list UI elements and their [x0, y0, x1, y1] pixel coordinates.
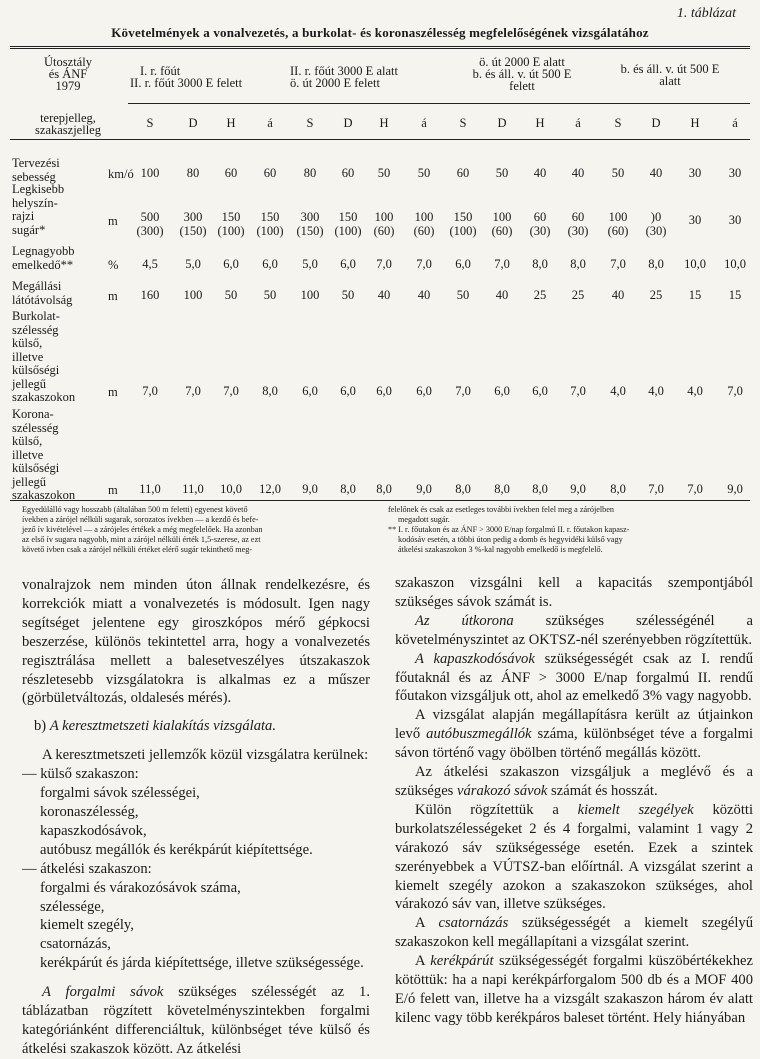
row-label	[12, 280, 96, 307]
table-cell: 300 (150)	[179, 210, 207, 238]
subcolumn-header: D	[497, 116, 507, 130]
list-item: forgalmi sávok szélességei,	[40, 785, 200, 802]
table-cell: 50	[495, 166, 509, 180]
table-cell: 6,0	[494, 384, 510, 398]
section-heading: b) A keresztmetszeti kialakítás vizsgálata.	[34, 718, 277, 735]
table-cell: 100	[300, 288, 320, 302]
table-top-rule-2	[10, 48, 750, 49]
paragraph: Külön rögzítettük a kiemelt szegélyek közötti burkolatszélességeket 2 és 4 forgalmi, valamint 1 vagy 2 várakozó sáv szükségessége esetén. Ezek a szintek szerényebbek a VÚTSZ-ban előírtnál. A vizsgálat szerint a kiemelt szegély azokon a szakaszokon szükséges, ahol várakozó sáv van, illetve szükséges.	[395, 801, 753, 913]
table-cell: 8,0	[340, 482, 356, 496]
group-header-2: II. r. főút 3000 E alatt ö. út 2000 E felett	[290, 64, 398, 90]
table-title: Követelmények a vonalvezetés, a burkolat- és koronaszélesség megfelelőségének vizsgálatához	[111, 25, 649, 40]
table-cell: 8,0	[455, 482, 471, 496]
header-bottom-rule	[10, 139, 750, 140]
table-cell: 50	[341, 288, 355, 302]
table-cell: 7,0	[610, 257, 626, 271]
row-label-line: sugár*	[12, 222, 46, 237]
table-cell: 12,0	[259, 482, 281, 496]
subcolumn-header: D	[188, 116, 198, 130]
table-cell: 7,0	[185, 384, 201, 398]
table-cell: 7,0	[376, 257, 392, 271]
row-label-line: Burkolat-	[12, 309, 60, 323]
row-unit: m	[108, 483, 118, 497]
table-cell: 11,0	[182, 482, 204, 496]
row-label-line: Korona-	[12, 407, 54, 421]
table-cell: 8,0	[570, 257, 586, 271]
table-cell: 6,0	[416, 384, 432, 398]
table-cell: 30	[728, 213, 742, 227]
subcolumn-header: á	[421, 116, 427, 130]
table-cell: 40	[571, 166, 585, 180]
row-label-line: szélesség	[12, 322, 59, 337]
table-cell: 6,0	[532, 384, 548, 398]
table-cell: 9,0	[570, 482, 586, 496]
row-label	[12, 157, 96, 184]
table-cell: 30	[728, 166, 742, 180]
body-left-column	[22, 576, 370, 1059]
table-cell: 300 (150)	[296, 210, 324, 238]
table-cell: 6,0	[262, 257, 278, 271]
table-cell: 160	[140, 288, 160, 302]
table-cell: 7,0	[687, 482, 703, 496]
row-label	[12, 310, 96, 405]
row-label-line: külsőségi	[12, 363, 60, 377]
group-header-4: b. és áll. v. út 500 E alatt	[620, 62, 720, 88]
table-cell: 9,0	[302, 482, 318, 496]
list-item: csatornázás,	[40, 936, 111, 953]
paragraph: A forgalmi sávok szükséges szélességét az 1. táblázatban rögzített követelményszintekben forgalmi kategóriánként differenciáltuk, különbséget téve külső és átkelési szakaszok között. Az átkelési	[22, 984, 370, 1057]
table-cell: 60	[263, 166, 277, 180]
category-header: Útosztály és ÁNF 1979	[44, 55, 92, 93]
row-label-line: jellegű	[12, 376, 47, 391]
row-label-line: jellegű	[12, 474, 47, 489]
table-cell: 100 (60)	[491, 210, 513, 238]
subcolumn-header: S	[146, 116, 154, 130]
table-cell: 5,0	[302, 257, 318, 271]
subcolumn-header: S	[614, 116, 622, 130]
group-header-1: I. r. főút II. r. főút 3000 E felett	[130, 64, 243, 90]
row-unit: m	[108, 214, 118, 228]
paragraph: A csatornázás szükségességét a kiemelt szegélyű szakaszokon kell megállapítani a vizsgálat szerint.	[395, 915, 753, 951]
table-cell: 6,0	[302, 384, 318, 398]
row-unit: m	[108, 385, 118, 399]
table-cell: 50	[417, 166, 431, 180]
table-cell: 50	[263, 288, 277, 302]
table-cell: 150 (100)	[449, 210, 477, 238]
row-label-line: illetve	[12, 349, 44, 364]
paragraph: A kapaszkodósávok szükségességét csak az I. rendű főutaknál és az ÁNF > 3000 E/nap forgalmú II. rendű főutakon vizsgáljuk ott, ahol az emelkedő 3% vagy nagyobb.	[395, 650, 754, 705]
table-cell: 150 (100)	[334, 210, 362, 238]
subcolumn-header: á	[732, 116, 738, 130]
table-cell: 15	[688, 288, 702, 302]
table-cell: 9,0	[727, 482, 743, 496]
table-cell: 6,0	[340, 257, 356, 271]
subcolumn-header: á	[267, 116, 273, 130]
row-label-line: látótávolság	[12, 292, 73, 307]
group-header-3: ö. út 2000 E alatt b. és áll. v. út 500 E felett	[472, 55, 572, 93]
subcolumn-header: D	[651, 116, 661, 130]
table-cell: 50	[611, 166, 625, 180]
row-label-line: illetve	[12, 447, 44, 462]
table-cell: 25	[571, 288, 585, 302]
subcolumn-header: D	[343, 116, 353, 130]
paragraph: szakaszon vizsgálni kell a kapacitás szempontjából szükséges sávok számát is.	[395, 575, 753, 610]
table-cell: 40	[611, 288, 625, 302]
table-cell: 5,0	[185, 257, 201, 271]
table-cell: 8,0	[262, 384, 278, 398]
row-unit: m	[108, 289, 118, 303]
list-item: kapaszkodósávok,	[40, 822, 147, 839]
table-cell: 6,0	[376, 384, 392, 398]
table-cell: 8,0	[532, 257, 548, 271]
row-label-line: külső,	[12, 336, 43, 350]
paragraph: A vizsgálat alapján megállapításra került az útjainkon levő autóbuszmegállók száma, különbséget téve a forgalmi sávon történő vagy öbölben történő megállás között.	[395, 707, 753, 762]
table-cell: 80	[186, 166, 200, 180]
table-cell: 8,0	[610, 482, 626, 496]
table-cell: 9,0	[416, 482, 432, 496]
table-cell: 500 (300)	[136, 210, 164, 238]
row-label-line: Tervezési	[12, 156, 60, 170]
table-cell: 40	[649, 166, 663, 180]
row-unit: %	[108, 258, 119, 272]
table-cell: 7,0	[570, 384, 586, 398]
table-cell: 60	[456, 166, 470, 180]
table-cell: 50	[456, 288, 470, 302]
row-unit: km/ó	[108, 167, 134, 181]
table-cell: 150 (100)	[256, 210, 284, 238]
terrain-header: terepjelleg, szakaszjelleg	[35, 111, 101, 137]
table-cell: 11,0	[139, 482, 161, 496]
paragraph: A kerékpárút szükségességét forgalmi küszöbértékekhez kötöttük: ha a napi kerékpárforgalom 500 db és a MOF 400 E/ó felett van, illetve ha a vizsgált szakaszon három év alatt kilenc vagy több kerékpáros baleset történt. Hely hiányában	[395, 953, 753, 1026]
footnote-left: Egyedülálló vagy hosszabb (általában 500 m feletti) egyenest követő ívekben a zárójel nélküli sugarak, sorozatos ívekben — a kezdő és befe- jező ív kivételével — a zárójeles értékek a még megfelelőek. Ha azonban az első ív sugara nagyobb, mint a zárójel nélküli érték 1,5-szerese, az ezt követő ívben csak a zárójel nélküli értéket elérő sugár tekinthető meg-	[22, 505, 263, 554]
list-item: autóbusz megállók és kerékpárút kiépítettsége.	[40, 841, 313, 858]
table-cell: 30	[688, 166, 702, 180]
row-label	[12, 183, 96, 237]
table-cell: 7,0	[142, 384, 158, 398]
row-label-line: Legnagyobb	[12, 244, 75, 258]
table-cell: 80	[303, 166, 317, 180]
table-cell: 40	[533, 166, 547, 180]
table-cell: 50	[224, 288, 238, 302]
table-cell: 6,0	[223, 257, 239, 271]
subcolumn-header: S	[306, 116, 314, 130]
row-label-line: emelkedő**	[12, 257, 74, 272]
table-cell: 50	[377, 166, 391, 180]
row-label-line: szélesség	[12, 420, 59, 435]
table-cell: 10,0	[220, 482, 242, 496]
table-cell: 10,0	[684, 257, 706, 271]
table-cell: 7,0	[727, 384, 743, 398]
table-cell: 60	[341, 166, 355, 180]
table-cell: 25	[649, 288, 663, 302]
list-item: szélessége,	[40, 898, 105, 915]
table-cell: 10,0	[724, 257, 746, 271]
row-label-line: sebesség	[12, 169, 56, 184]
subcolumn-header: S	[459, 116, 467, 130]
header-sub-rule	[128, 103, 750, 104]
table-cell: 25	[533, 288, 547, 302]
table-cell: )0 (30)	[645, 210, 667, 238]
table-cell: 8,0	[376, 482, 392, 496]
row-label-line: Legkisebb	[12, 182, 65, 196]
paragraph: Az útkorona szükséges szélességénél a követelményszintet az OKTSZ-nél szerényebben rögzítettük.	[395, 612, 753, 648]
table-cell: 150 (100)	[217, 210, 245, 238]
list-item: kerékpárút és járda kiépítettsége, illetve szükségessége.	[40, 955, 364, 972]
table-cell: 8,0	[648, 257, 664, 271]
table-cell: 60	[224, 166, 238, 180]
subcolumn-header: H	[690, 116, 700, 130]
row-label-line: külső,	[12, 434, 43, 448]
table-cell: 8,0	[532, 482, 548, 496]
row-label-line: külsőségi	[12, 461, 60, 475]
table-cell: 100 (60)	[607, 210, 629, 238]
table-cell: 7,0	[223, 384, 239, 398]
table-cell: 100 (60)	[413, 210, 435, 238]
paragraph: Az átkelési szakaszon vizsgáljuk a meglévő és a szükséges várakozó sávok számát és hosszát.	[395, 764, 753, 799]
footnote-right: felelőnek és csak az esetleges további ívekben felel meg a zárójelben megadott sugár. ** I. r. főutakon és az ÁNF > 3000 E/nap forgalmú II. r. főutakon kapasz- kodósáv esetén, a többi úton pedig a domb és hegyvidéki külső vagy átkelési szakaszokon 3 %-kal nagyobb emelkedő is megfelelő.	[388, 505, 630, 554]
table-bottom-rule	[10, 500, 750, 501]
table-cell: 60 (30)	[567, 210, 589, 238]
row-label-line: szakaszokon	[12, 390, 76, 404]
list-item: forgalmi és várakozósávok száma,	[40, 879, 241, 896]
table-cell: 7,0	[494, 257, 510, 271]
table-cell: 30	[688, 213, 702, 227]
table-cell: 7,0	[455, 384, 471, 398]
row-label-line: helyszín-	[12, 195, 58, 210]
subcolumn-header: H	[379, 116, 389, 130]
table-cell: 4,5	[142, 257, 158, 271]
row-label	[12, 245, 96, 272]
table-cell: 15	[728, 288, 742, 302]
subcolumn-header: H	[226, 116, 236, 130]
table-cell: 6,0	[455, 257, 471, 271]
table-cell: 6,0	[340, 384, 356, 398]
table-cell: 4,0	[687, 384, 703, 398]
list-item: kiemelt szegély,	[40, 917, 134, 934]
body-right-column	[395, 574, 753, 1028]
list-item: — átkelési szakaszon:	[22, 860, 152, 877]
row-label-line: rajzi	[12, 209, 35, 223]
row-label-line: Megállási	[12, 279, 62, 293]
table-cell: 7,0	[648, 482, 664, 496]
table-cell: 100 (60)	[373, 210, 395, 238]
subcolumn-header: H	[535, 116, 545, 130]
table-cell: 40	[417, 288, 431, 302]
paragraph: A keresztmetszeti jellemzők közül vizsgálatra kerülnek:	[42, 747, 369, 764]
table-cell: 60 (30)	[529, 210, 551, 238]
table-cell: 4,0	[648, 384, 664, 398]
table-cell: 7,0	[416, 257, 432, 271]
row-label	[12, 408, 96, 503]
list-item: — külső szakaszon:	[22, 766, 139, 783]
row-label-line: szakaszokon	[12, 488, 76, 502]
list-item: koronaszélesség,	[40, 803, 139, 820]
table-cell: 4,0	[610, 384, 626, 398]
subcolumn-header: á	[575, 116, 581, 130]
table-cell: 40	[377, 288, 391, 302]
table-cell: 8,0	[494, 482, 510, 496]
table-number: 1. táblázat	[676, 6, 736, 21]
table-cell: 100	[140, 166, 160, 180]
table-top-rule	[10, 46, 750, 47]
paragraph: vonalrajzok nem minden úton állnak rendelkezésre, és korrekciók miatt a vonalvezetés is módosult. Igen nagy segítséget jelentene egy giroszkópos mérő gépkocsi beszerzése, különös tekintettel arra, hogy a vonalvezetés regisztrálása mellett a balesetveszélyes útszakaszok részletesebb vizsgálatokra is alkalmas ez a műszer (görbületváltozás, oldalesés mérés).	[22, 577, 370, 707]
table-cell: 100	[183, 288, 203, 302]
table-cell: 40	[495, 288, 509, 302]
